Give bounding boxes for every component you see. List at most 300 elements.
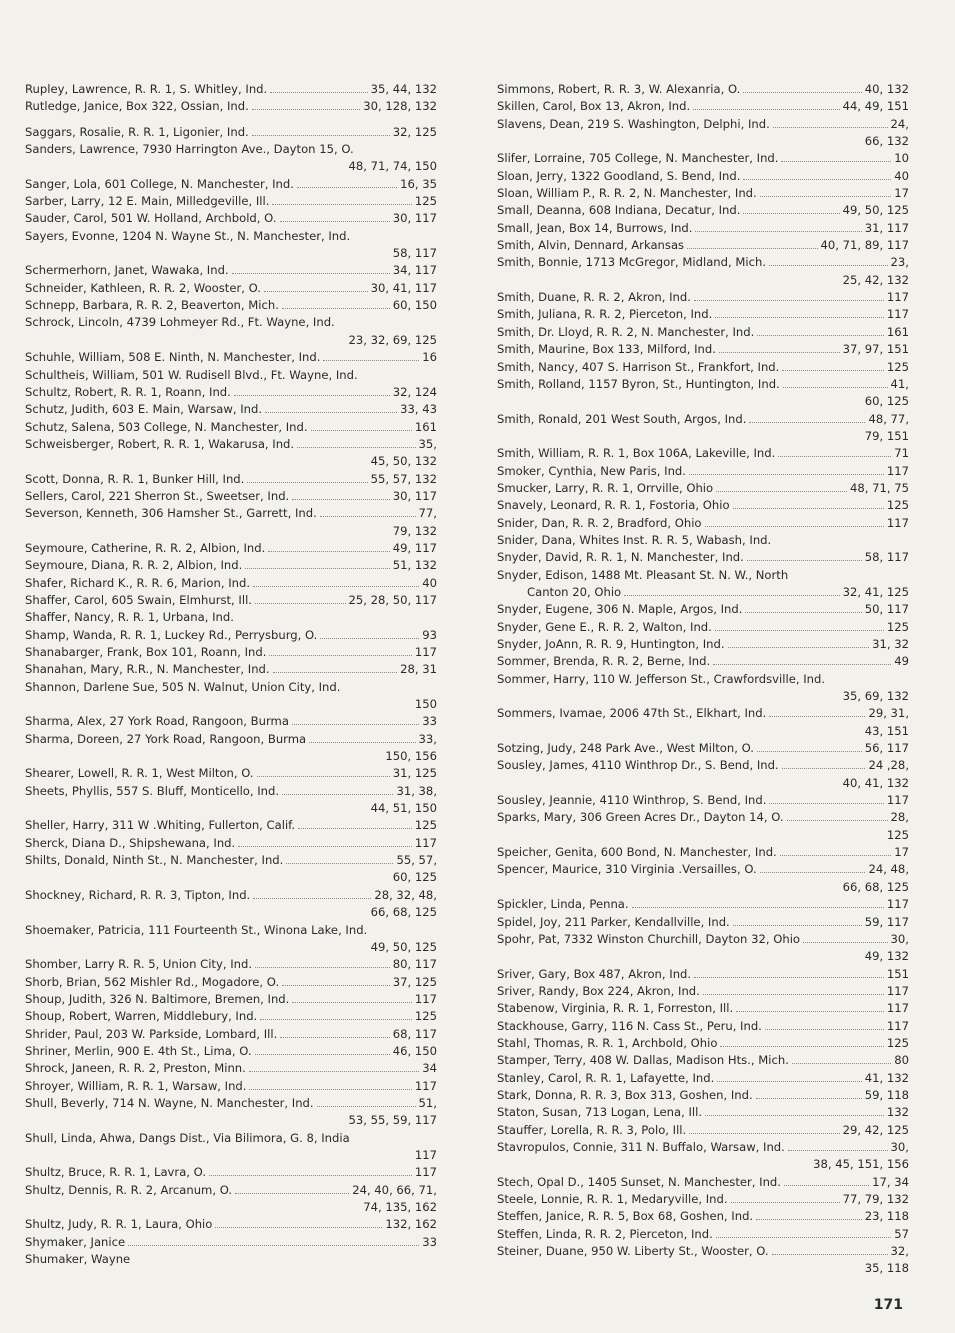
dot-leader <box>297 187 397 188</box>
dot-leader <box>717 1081 861 1082</box>
dot-leader <box>257 776 390 777</box>
entry-continued-line <box>497 584 909 601</box>
entry-line <box>497 1018 909 1035</box>
directory-entry <box>25 783 437 818</box>
directory-entry <box>25 228 437 263</box>
directory-entry <box>497 497 909 514</box>
dot-leader <box>687 248 817 249</box>
entry-name-address: Shumaker, Wayne <box>25 1252 131 1267</box>
entry-pages: 40 <box>894 168 909 183</box>
entry-pages-continued: 45, 50, 132 <box>370 454 437 469</box>
dot-leader <box>282 308 390 309</box>
directory-entry <box>497 1000 909 1017</box>
entry-name-address: Shultz, Dennis, R. R. 2, Arcanum, O. <box>25 1182 233 1197</box>
directory-entry <box>25 98 437 115</box>
entry-line <box>497 324 909 341</box>
directory-entry <box>497 1243 909 1278</box>
directory-entry <box>497 792 909 809</box>
entry-line <box>497 653 909 670</box>
dot-leader <box>689 1133 839 1134</box>
dot-leader <box>320 638 419 639</box>
entry-line <box>497 1087 909 1104</box>
entry-name-address: Smucker, Larry, R. R. 1, Orrville, Ohio <box>497 480 714 495</box>
entry-line <box>25 1234 437 1251</box>
directory-entry <box>497 549 909 566</box>
entry-line <box>25 471 437 488</box>
entry-pages: 49 <box>894 654 909 669</box>
entry-pages: 23, 118 <box>864 1209 909 1224</box>
directory-entry <box>497 1052 909 1069</box>
entry-name-address: Severson, Kenneth, 306 Hamsher St., Garrett, Ind. <box>25 506 317 521</box>
directory-entry <box>497 1070 909 1087</box>
dot-leader <box>781 161 891 162</box>
directory-entry <box>25 974 437 991</box>
entry-name-address: Smith, Bonnie, 1713 McGregor, Midland, Mich. <box>497 255 767 270</box>
entry-name-address: Shafer, Richard K., R. R. 6, Marion, Ind. <box>25 575 251 590</box>
entry-pages: 30, <box>890 931 909 946</box>
dot-leader <box>247 482 367 483</box>
entry-name-address: Snyder, Eugene, 306 N. Maple, Argos, Ind. <box>497 602 743 617</box>
entry-line <box>25 1095 437 1112</box>
entry-line <box>25 661 437 678</box>
directory-entry <box>25 1234 437 1251</box>
entry-name-address: Schuhle, William, 508 E. Ninth, N. Manchester, Ind. <box>25 350 321 365</box>
entry-pages: 51, <box>418 1095 437 1110</box>
entry-name-address: Sriver, Randy, Box 224, Akron, Ind. <box>497 983 700 998</box>
entry-name-address: Slavens, Dean, 219 S. Washington, Delphi, Ind. <box>497 116 770 131</box>
dot-leader <box>792 1063 891 1064</box>
entry-pages: 32, <box>890 1244 909 1259</box>
entry-pages: 30, 117 <box>392 211 437 226</box>
entry-pages: 30, <box>890 1139 909 1154</box>
directory-entry <box>497 168 909 185</box>
directory-entry <box>497 914 909 931</box>
entry-line <box>497 411 909 428</box>
directory-entry <box>25 852 437 887</box>
entry-name-address: Schneider, Kathleen, R. R. 2, Wooster, O. <box>25 280 261 295</box>
entry-pages: 28, 32, 48, <box>374 887 437 902</box>
dot-leader <box>715 317 884 318</box>
entry-name-address: Shearer, Lowell, R. R. 1, West Milton, O. <box>25 766 254 781</box>
entry-name-address: Shamp, Wanda, R. R. 1, Luckey Rd., Perrysburg, O. <box>25 627 318 642</box>
entry-line <box>25 1060 437 1077</box>
entry-pages: 31, 38, <box>396 783 437 798</box>
entry-pages: 161 <box>886 324 909 339</box>
dot-leader <box>215 1227 382 1228</box>
entry-name-address: Schermerhorn, Janet, Wawaka, Ind. <box>25 263 229 278</box>
entry-name-address: Spidel, Joy, 211 Parker, Kendallville, Ind. <box>497 914 730 929</box>
entry-line <box>497 306 909 323</box>
entry-name-address: Sotzing, Judy, 248 Park Ave., West Milton, O. <box>497 741 754 756</box>
directory-entry <box>497 359 909 376</box>
dot-leader <box>780 855 892 856</box>
entry-pages: 28, 31 <box>400 662 437 677</box>
entry-pages: 31, 125 <box>392 766 437 781</box>
entry-line <box>497 1191 909 1208</box>
entry-name-address: Sloan, Jerry, 1322 Goodland, S. Bend, Ind. <box>497 168 741 183</box>
entry-pages: 55, 57, <box>396 853 437 868</box>
directory-entry <box>25 1182 437 1217</box>
entry-line <box>497 1226 909 1243</box>
entry-name-address: Shrider, Paul, 203 W. Parkside, Lombard, Ill. <box>25 1026 278 1041</box>
entry-line <box>497 619 909 636</box>
entry-pages: 24, 48, <box>868 862 909 877</box>
entry-line <box>497 463 909 480</box>
entry-line <box>497 480 909 497</box>
entry-line <box>497 1052 909 1069</box>
directory-entry <box>497 705 909 740</box>
entry-pages: 24, 40, 66, 71, <box>352 1182 437 1197</box>
dot-leader <box>769 803 883 804</box>
directory-entry <box>25 817 437 834</box>
entry-pages-continued: 74, 135, 162 <box>363 1200 437 1214</box>
entry-name-address: Sparks, Mary, 306 Green Acres Dr., Dayton 14, O. <box>497 810 784 825</box>
entry-pages: 125 <box>886 498 909 513</box>
entry-pages: 117 <box>414 991 437 1006</box>
entry-line <box>497 861 909 878</box>
entry-line <box>25 349 437 366</box>
entry-line <box>25 262 437 279</box>
entry-pages: 16, 35 <box>400 176 437 191</box>
entry-name-address: Stamper, Terry, 408 W. Dallas, Madison Hts., Mich. <box>497 1053 789 1068</box>
dot-leader <box>282 794 393 795</box>
directory-entry <box>497 220 909 237</box>
entry-pages: 60, 150 <box>392 298 437 313</box>
directory-entry <box>25 575 437 592</box>
entry-name-address: Smith, Juliana, R. R. 2, Pierceton, Ind. <box>497 307 713 322</box>
entry-name-address: Sanger, Lola, 601 College, N. Manchester, Ind. <box>25 176 294 191</box>
entry-name-address: Snyder, David, R. R. 1, N. Manchester, Ind. <box>497 550 744 565</box>
directory-entry <box>25 679 437 714</box>
entry-pages: 117 <box>886 1001 909 1016</box>
directory-entry <box>497 1122 909 1139</box>
entry-pages: 161 <box>414 419 437 434</box>
entry-line <box>25 765 437 782</box>
directory-entry <box>497 1018 909 1035</box>
entry-line <box>25 835 437 852</box>
entry-line <box>497 341 909 358</box>
dot-leader <box>253 898 371 899</box>
entry-pages-continued: 35, 118 <box>864 1261 909 1276</box>
entry-pages: 30, 41, 117 <box>370 280 437 295</box>
entry-pages: 117 <box>886 1018 909 1033</box>
dot-leader <box>128 1245 419 1246</box>
entry-name-address: Sheller, Harry, 311 W .Whiting, Fullerton, Calif. <box>25 818 296 833</box>
entry-name-address: Schultz, Robert, R. R. 1, Roann, Ind. <box>25 384 231 399</box>
entry-pages: 41, <box>890 376 909 391</box>
entry-pages-continued: 48, 71, 74, 150 <box>348 159 437 174</box>
entry-line <box>25 436 437 453</box>
entry-line <box>25 887 437 904</box>
dot-leader <box>689 474 884 475</box>
dot-leader <box>769 265 888 266</box>
entry-line <box>497 1122 909 1139</box>
dot-leader <box>733 508 884 509</box>
dot-leader <box>760 872 866 873</box>
directory-entry <box>25 1043 437 1060</box>
dot-leader <box>317 1106 416 1107</box>
dot-leader <box>260 1019 412 1020</box>
entry-line <box>497 98 909 115</box>
entry-line <box>497 1000 909 1017</box>
directory-entry <box>497 619 909 636</box>
entry-pages: 32, 125 <box>392 124 437 139</box>
directory-entry <box>25 991 437 1008</box>
dot-leader <box>760 196 892 197</box>
directory-entry <box>25 922 437 957</box>
entry-name-address: Smith, Ronald, 201 West South, Argos, Ind. <box>497 411 747 426</box>
entry-line <box>497 532 909 549</box>
dot-leader <box>713 664 891 665</box>
entry-line <box>497 914 909 931</box>
entry-name-address: Shoup, Robert, Warren, Middlebury, Ind. <box>25 1009 258 1024</box>
dot-leader <box>731 1202 840 1203</box>
entry-name-address: Snider, Dan, R. R. 2, Bradford, Ohio <box>497 515 702 530</box>
entry-line <box>25 419 437 436</box>
dot-leader <box>232 273 390 274</box>
entry-line <box>25 817 437 834</box>
directory-entry <box>25 1078 437 1095</box>
dot-leader <box>252 109 360 110</box>
dot-leader <box>311 430 412 431</box>
entry-pages: 46, 150 <box>392 1043 437 1058</box>
directory-entry <box>25 384 437 401</box>
entry-pages: 117 <box>414 1078 437 1093</box>
dot-leader <box>743 213 839 214</box>
entry-line <box>25 852 437 869</box>
entry-pages: 31, 117 <box>864 220 909 235</box>
directory-entry <box>497 1226 909 1243</box>
entry-pages-continued: 150 <box>414 697 437 712</box>
entry-name-address: Sommer, Harry, 110 W. Jefferson St., Crawfordsville, Ind. <box>497 671 826 686</box>
dot-leader <box>238 846 412 847</box>
directory-entry <box>497 1208 909 1225</box>
dot-leader <box>270 92 367 93</box>
entry-line <box>497 376 909 393</box>
entry-line <box>25 731 437 748</box>
entry-name-address: Staton, Susan, 713 Logan, Lena, Ill. <box>497 1105 703 1120</box>
directory-entry <box>497 237 909 254</box>
entry-name-address: Shultz, Bruce, R. R. 1, Lavra, O. <box>25 1165 207 1180</box>
entry-pages: 37, 97, 151 <box>842 342 909 357</box>
entry-name-address: Shaffer, Carol, 605 Swain, Elmhurst, Ill. <box>25 592 252 607</box>
dot-leader <box>716 491 847 492</box>
entry-pages: 30, 117 <box>392 488 437 503</box>
directory-entry <box>25 644 437 661</box>
directory-entry <box>25 1164 437 1181</box>
dot-leader <box>632 907 884 908</box>
directory-entry <box>497 324 909 341</box>
entry-pages-continued: 79, 151 <box>864 428 909 443</box>
directory-entry <box>497 185 909 202</box>
entry-name-address: Sarber, Larry, 12 E. Main, Milledgeville, Ill. <box>25 194 270 209</box>
entry-pages: 58, 117 <box>864 550 909 565</box>
entry-name-address: Stanley, Carol, R. R. 1, Lafayette, Ind. <box>497 1070 715 1085</box>
entry-name-address: Scott, Donna, R. R. 1, Bunker Hill, Ind. <box>25 471 245 486</box>
directory-entry <box>25 141 437 176</box>
dot-leader <box>769 716 865 717</box>
entry-line <box>25 81 437 98</box>
entry-line <box>497 567 909 584</box>
directory-entry <box>25 314 437 349</box>
entry-line <box>497 931 909 948</box>
entry-name-address: Shockney, Richard, R. R. 3, Tipton, Ind. <box>25 887 251 902</box>
dot-leader <box>782 768 866 769</box>
dot-leader <box>693 109 839 110</box>
entry-name-address: Shultz, Judy, R. R. 1, Laura, Ohio <box>25 1217 213 1232</box>
entry-name-address: Smith, Duane, R. R. 2, Akron, Ind. <box>497 290 691 305</box>
entry-name-address: Schutz, Salena, 503 College, N. Manchester, Ind. <box>25 419 308 434</box>
directory-entry <box>25 349 437 366</box>
entry-pages: 49, 50, 125 <box>842 203 909 218</box>
dot-leader <box>292 499 390 500</box>
directory-entry <box>497 861 909 896</box>
entry-name-address: Smith, William, R. R. 1, Box 106A, Lakeville, Ind. <box>497 446 776 461</box>
directory-entry <box>497 463 909 480</box>
entry-line <box>25 644 437 661</box>
entry-name-address: Snavely, Leonard, R. R. 1, Fostoria, Ohio <box>497 498 730 513</box>
entry-pages: 77, <box>418 506 437 521</box>
entry-pages: 117 <box>886 307 909 322</box>
directory-entry <box>25 505 437 540</box>
entry-line <box>25 314 437 331</box>
entry-pages: 32, 41, 125 <box>842 584 909 599</box>
entry-name-address: Smith, Dr. Lloyd, R. R. 2, N. Manchester, Ind. <box>497 324 755 339</box>
entry-name-address: Smith, Rolland, 1157 Byron, St., Huntington, Ind. <box>497 376 780 391</box>
entry-name-address: Skillen, Carol, Box 13, Akron, Ind. <box>497 99 691 114</box>
directory-entry <box>497 341 909 358</box>
entry-name-address: Shilts, Donald, Ninth St., N. Manchester, Ind. <box>25 853 284 868</box>
entry-pages-continued: 66, 68, 125 <box>842 879 909 894</box>
directory-entry <box>497 896 909 913</box>
dot-leader <box>743 92 861 93</box>
dot-leader <box>782 370 884 371</box>
directory-entry <box>497 1035 909 1052</box>
entry-pages-continued: 79, 132 <box>392 523 437 538</box>
entry-line <box>497 983 909 1000</box>
directory-entry <box>25 627 437 644</box>
entry-pages: 93 <box>422 627 437 642</box>
entry-pages: 117 <box>886 290 909 305</box>
entry-line <box>497 671 909 688</box>
entry-name-address: Snyder, JoAnn, R. R. 9, Huntington, Ind. <box>497 637 725 651</box>
entry-line <box>25 297 437 314</box>
directory-entry <box>497 445 909 462</box>
directory-entry <box>497 480 909 497</box>
entry-pages: 50, 117 <box>864 602 909 617</box>
entry-name-address: Shriner, Merlin, 900 E. 4th St., Lima, O. <box>25 1043 252 1058</box>
entry-pages: 35, 44, 132 <box>370 82 437 96</box>
entry-name-address: Schweisberger, Robert, R. R. 1, Wakarusa, Ind. <box>25 436 295 451</box>
entry-pages: 125 <box>886 359 909 374</box>
dot-leader <box>309 742 415 743</box>
entry-name-address: Simmons, Robert, R. R. 3, W. Alexanria, O. <box>497 82 741 96</box>
directory-entry <box>25 1095 437 1130</box>
entry-name-address: Schnepp, Barbara, R. R. 2, Beaverton, Mich. <box>25 298 279 313</box>
directory-entry <box>497 601 909 618</box>
entry-line <box>497 497 909 514</box>
dot-leader <box>705 526 884 527</box>
entry-pages: 33 <box>422 1234 437 1249</box>
entry-line <box>25 713 437 730</box>
directory-entry <box>497 844 909 861</box>
entry-pages: 117 <box>886 463 909 478</box>
directory-entry <box>497 671 909 706</box>
dot-leader <box>694 977 884 978</box>
dot-leader <box>703 994 884 995</box>
directory-entry <box>497 1087 909 1104</box>
dot-leader <box>235 1193 349 1194</box>
directory-entry <box>25 367 437 384</box>
entry-name-address: Steele, Lonnie, R. R. 1, Medaryville, Ind. <box>497 1192 728 1206</box>
directory-entry <box>497 376 909 411</box>
directory-entry <box>497 81 909 98</box>
directory-entry <box>25 488 437 505</box>
directory-entry <box>25 1130 437 1165</box>
entry-pages-continued: 38, 45, 151, 156 <box>813 1157 909 1172</box>
entry-pages: 24, <box>890 116 909 131</box>
entry-line <box>497 636 909 653</box>
directory-entry <box>25 765 437 782</box>
dot-leader <box>269 655 411 656</box>
entry-pages: 151 <box>886 966 909 981</box>
entry-pages: 17, 34 <box>872 1174 909 1189</box>
directory-entry <box>25 280 437 297</box>
entry-pages-continued: 49, 132 <box>864 949 909 964</box>
directory-entry <box>25 661 437 678</box>
entry-name-address: Small, Jean, Box 14, Burrows, Ind. <box>497 220 693 235</box>
entry-line <box>25 488 437 505</box>
entry-line <box>497 1070 909 1087</box>
entry-line <box>497 896 909 913</box>
entry-line <box>497 757 909 774</box>
entry-line <box>497 1243 909 1260</box>
entry-line <box>25 922 437 939</box>
entry-pages: 117 <box>414 835 437 850</box>
entry-name-address: Steiner, Duane, 950 W. Liberty St., Wooster, O. <box>497 1244 769 1259</box>
entry-line <box>497 185 909 202</box>
entry-pages: 68, 117 <box>392 1026 437 1041</box>
entry-name-address: Sommers, Ivamae, 2006 47th St., Elkhart, Ind. <box>497 706 767 721</box>
entry-pages: 117 <box>414 645 437 659</box>
entry-line <box>497 254 909 271</box>
dot-leader <box>705 1115 884 1116</box>
entry-pages: 117 <box>886 983 909 998</box>
entry-pages: 29, 42, 125 <box>842 1122 909 1137</box>
dot-leader <box>209 1175 412 1176</box>
entry-pages: 48, 77, <box>868 411 909 426</box>
entry-pages-continued: 44, 51, 150 <box>370 801 437 816</box>
entry-line <box>25 575 437 592</box>
entry-name-address: Schultheis, William, 501 W. Rudisell Blvd., Ft. Wayne, Ind. <box>25 367 358 382</box>
entry-pages: 80, 117 <box>392 957 437 972</box>
dot-leader <box>784 1185 869 1186</box>
entry-line <box>25 783 437 800</box>
entry-pages: 33, <box>418 731 437 746</box>
dot-leader <box>757 751 862 752</box>
entry-pages: 59, 118 <box>864 1087 909 1102</box>
entry-line <box>497 1208 909 1225</box>
dot-leader <box>749 422 865 423</box>
entry-line <box>25 540 437 557</box>
dot-leader <box>280 221 390 222</box>
directory-entry <box>497 1139 909 1174</box>
directory-entry <box>25 592 437 609</box>
entry-pages-continued: 66, 68, 125 <box>370 905 437 920</box>
dot-leader <box>255 1054 390 1055</box>
directory-entry <box>25 1026 437 1043</box>
dot-leader <box>694 300 884 301</box>
